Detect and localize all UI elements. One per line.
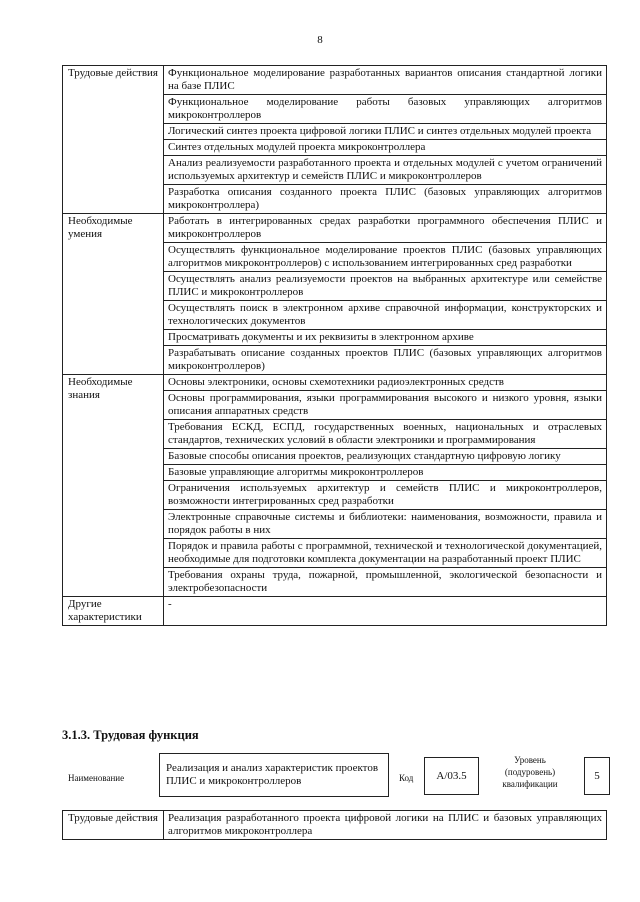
labor-actions-table: [62, 810, 607, 840]
function-header: [62, 753, 622, 803]
section-item: Порядок и правила работы с программной, технической и технологической документацией, необходимые для подготовки комплекта документации на разработанный проект ПЛИС: [164, 539, 607, 568]
section-item: Требования ЕСКД, ЕСПД, государственных военных, национальных и отраслевых стандартов, технических условий в области электроники и программирования: [164, 420, 607, 449]
function-code-label: Код: [399, 773, 414, 783]
section-item: Осуществлять анализ реализуемости проектов на выбранных архитектуре или семействе ПЛИС и микроконтроллеров: [164, 272, 607, 301]
section-item: -: [164, 597, 607, 626]
table-row: [63, 375, 607, 391]
section-item: Ограничения используемых архитектур и семейств ПЛИС и микроконтроллеров, возможности интегрированных сред разработки: [164, 481, 607, 510]
function-code-value: A/03.5: [436, 769, 467, 782]
section-item: Осуществлять поиск в электронном архиве справочной информации, конструкторских и технологических документов: [164, 301, 607, 330]
function-name-box: [159, 753, 389, 797]
section-item: Разрабатывать описание созданных проектов ПЛИС (базовых управляющих алгоритмов микроконтроллеров): [164, 346, 607, 375]
row-label: Трудовые действия: [63, 811, 164, 840]
requirements-table: [62, 65, 607, 626]
table-row: [63, 214, 607, 243]
function-level-box: [584, 757, 610, 795]
row-content: Реализация разработанного проекта цифровой логики на ПЛИС и базовых управляющих алгоритмов микроконтроллера: [164, 811, 607, 840]
section-item: Просматривать документы и их реквизиты в электронном архиве: [164, 330, 607, 346]
section-label: Необходимые умения: [63, 214, 164, 375]
function-level-value: 5: [594, 769, 600, 782]
section-item: Анализ реализуемости разработанного проекта и отдельных модулей с учетом ограничений используемых архитектур и семейств ПЛИС и микроконтроллеров: [164, 156, 607, 185]
section-item: Осуществлять функциональное моделирование проектов ПЛИС (базовых управляющих алгоритмов микроконтроллеров) с использованием интегрированных сред разработки: [164, 243, 607, 272]
section-label: Необходимые знания: [63, 375, 164, 597]
section-item: Основы программирования, языки программирования высокого и низкого уровня, языки описания аппаратных средств: [164, 391, 607, 420]
table-row: [63, 597, 607, 626]
section-label: Другие характеристики: [63, 597, 164, 626]
function-level-label: Уровень (подуровень) квалификации: [502, 755, 558, 789]
section-item: Синтез отдельных модулей проекта микроконтроллера: [164, 140, 607, 156]
function-code-box: [424, 757, 479, 795]
page-number: 8: [317, 34, 323, 46]
section-item: Функциональное моделирование разработанных вариантов описания стандартной логики на базе ПЛИС: [164, 66, 607, 95]
section-item: Базовые способы описания проектов, реализующих стандартную цифровую логику: [164, 449, 607, 465]
function-name-value: Реализация и анализ характеристик проектов ПЛИС и микроконтроллеров: [166, 762, 379, 787]
section-label: Трудовые действия: [63, 66, 164, 214]
section-item: Работать в интегрированных средах разработки программного обеспечения ПЛИС и микроконтроллеров: [164, 214, 607, 243]
section-item: Основы электроники, основы схемотехники радиоэлектронных средств: [164, 375, 607, 391]
section-item: Логический синтез проекта цифровой логики ПЛИС и синтез отдельных модулей проекта: [164, 124, 607, 140]
section-heading: 3.1.3. Трудовая функция: [62, 728, 199, 742]
section-item: Функциональное моделирование работы базовых управляющих алгоритмов микроконтроллеров: [164, 95, 607, 124]
table-row: [63, 66, 607, 95]
section-item: Разработка описания созданного проекта ПЛИС (базовых управляющих алгоритмов микроконтроллера): [164, 185, 607, 214]
section-item: Требования охраны труда, пожарной, промышленной, экологической безопасности и электробезопасности: [164, 568, 607, 597]
table-row: [63, 811, 607, 840]
section-item: Базовые управляющие алгоритмы микроконтроллеров: [164, 465, 607, 481]
function-name-label: Наименование: [68, 773, 125, 783]
section-item: Электронные справочные системы и библиотеки: наименования, возможности, правила и порядок работы в них: [164, 510, 607, 539]
